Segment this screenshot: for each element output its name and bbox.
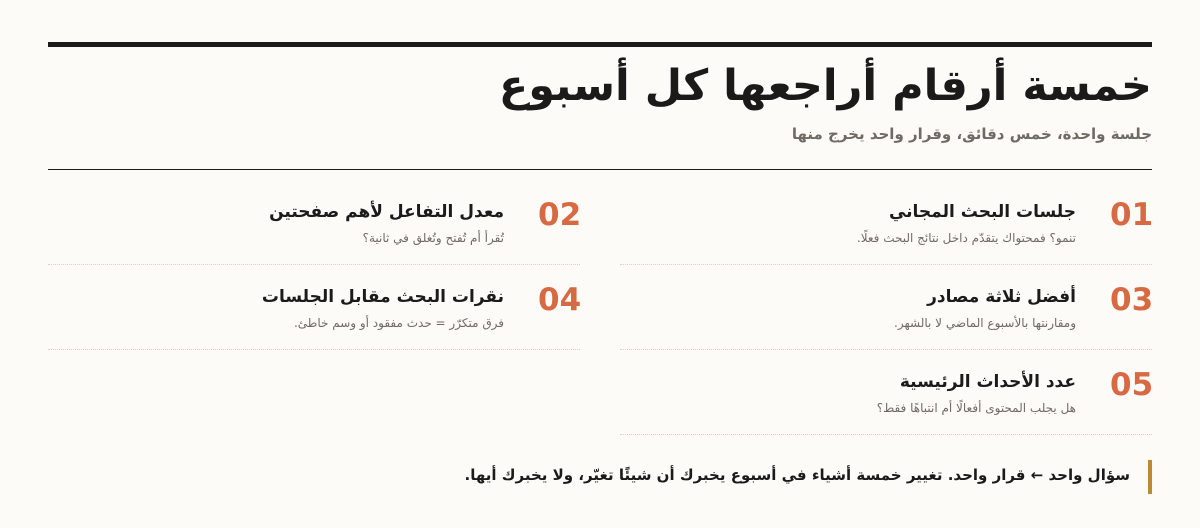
metric-number: 05	[1110, 367, 1154, 403]
callout-note: سؤال واحد ← قرار واحد. تغيير خمسة أشياء في أسبوع يخبرك أن شيئًا تغيّر، ولا يخبرك أيها.	[452, 460, 1152, 494]
metric-item	[620, 265, 1152, 350]
metric-item	[620, 180, 1152, 265]
metric-number: 01	[1110, 197, 1154, 233]
metric-title: أفضل ثلاثة مصادر	[927, 287, 1076, 307]
metric-number: 02	[538, 197, 582, 233]
section-divider	[48, 169, 1152, 170]
metric-title: نقرات البحث مقابل الجلسات	[261, 287, 504, 307]
metric-description: فرق متكرّر = حدث مفقود أو وسم خاطئ.	[293, 316, 504, 330]
metric-description: هل يجلب المحتوى أفعالًا أم انتباهًا فقط؟	[876, 401, 1076, 415]
metric-title: معدل التفاعل لأهم صفحتين	[269, 202, 504, 222]
metric-title: عدد الأحداث الرئيسية	[899, 372, 1076, 392]
metric-item	[48, 265, 580, 350]
metric-title: جلسات البحث المجاني	[888, 202, 1076, 222]
page-subtitle: جلسة واحدة، خمس دقائق، وقرار واحد يخرج منها	[791, 125, 1152, 143]
metric-item	[48, 180, 580, 265]
metric-number: 04	[538, 282, 582, 318]
top-rule	[48, 42, 1152, 47]
metric-item	[620, 350, 1152, 435]
metric-empty-slot	[48, 350, 580, 435]
metrics-grid	[48, 180, 1152, 435]
metric-description: تنمو؟ فمحتواك يتقدّم داخل نتائج البحث فعلًا.	[856, 231, 1076, 245]
metric-description: تُقرأ أم تُفتح وتُغلق في ثانية؟	[362, 231, 504, 245]
page-title: خمسة أرقام أراجعها كل أسبوع	[498, 61, 1152, 111]
metric-description: ومقارنتها بالأسبوع الماضي لا بالشهر.	[894, 316, 1076, 330]
metric-number: 03	[1110, 282, 1154, 318]
